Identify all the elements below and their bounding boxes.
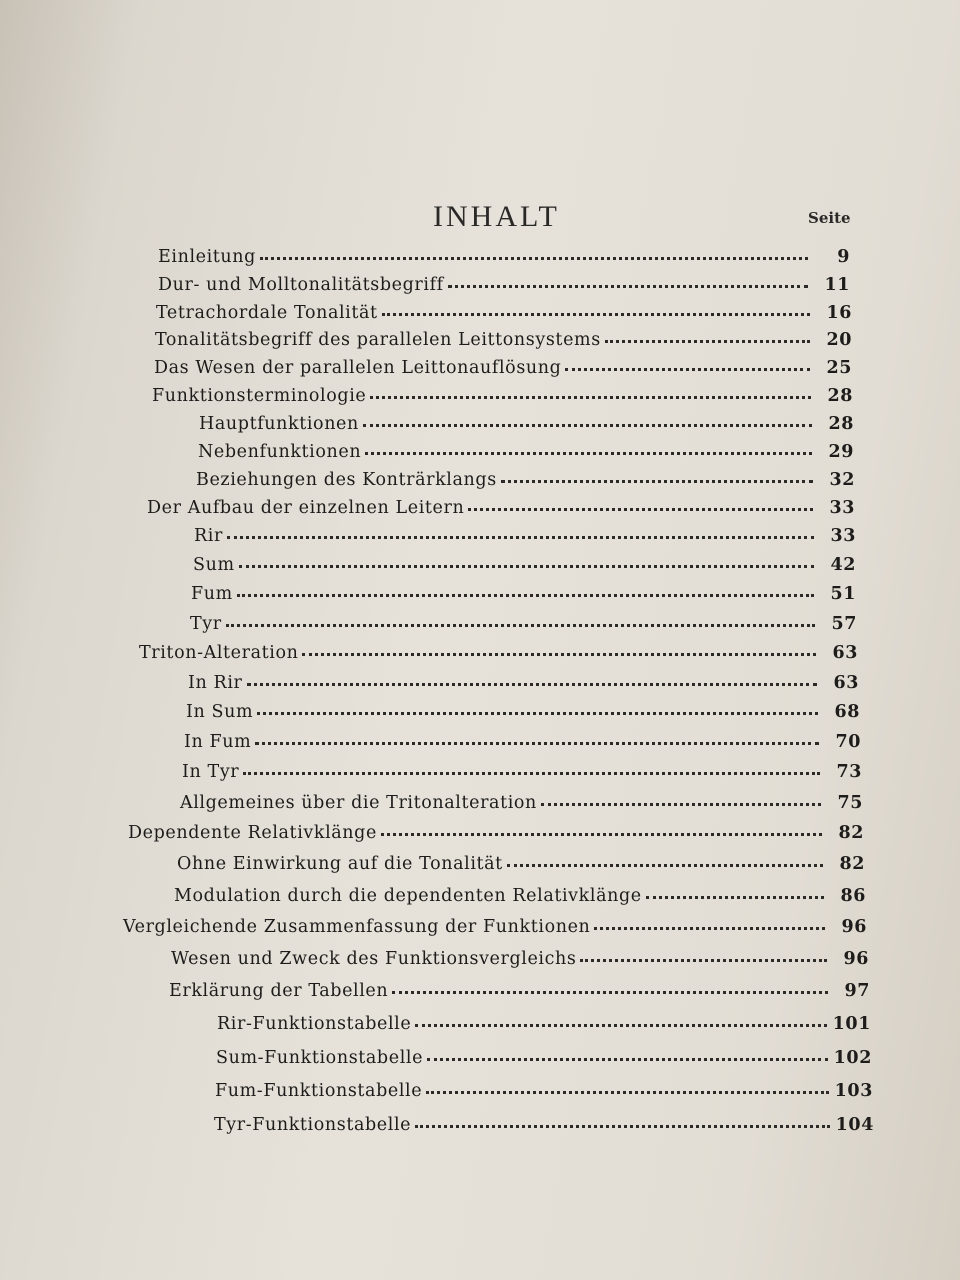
toc-entry-label: Fum [191,584,233,604]
toc-entry-label: Das Wesen der parallelen Leittonauflösung [154,358,562,378]
toc-entry-label: Wesen und Zweck des Funktionsvergleichs [171,949,577,969]
toc-entry-label: In Rir [188,673,243,693]
toc-entry-page-number: 63 [833,673,859,693]
toc-entry-label: Tyr-Funktionstabelle [214,1115,412,1135]
toc-entry [184,732,861,760]
toc-entry [174,886,866,914]
dot-leader [247,679,818,686]
dot-leader [565,364,810,371]
dot-leader [237,590,814,597]
dot-leader [370,392,811,399]
toc-entry [139,643,858,671]
dot-leader [646,892,824,899]
toc-entry-page-number: 104 [835,1115,874,1135]
dot-leader [243,768,820,775]
toc-entry [158,247,850,275]
toc-entry-page-number: 42 [830,555,856,575]
toc-entry-page-number: 9 [837,247,850,267]
toc-entry [186,702,860,730]
toc-entry [154,358,852,386]
toc-entry-page-number: 97 [844,981,870,1001]
toc-entry [188,673,859,701]
toc-entry [171,949,869,977]
toc-entry-page-number: 33 [829,498,855,518]
toc-entry-label: Tyr [190,614,222,634]
toc-entry [199,414,854,442]
toc-entry-label: In Sum [186,702,254,722]
dot-leader [415,1121,830,1128]
dot-leader [257,708,818,715]
dot-leader [468,504,813,511]
toc-entry-page-number: 25 [826,358,852,378]
dot-leader [260,253,808,260]
toc-entry-label: Allgemeines über die Tritonalteration [180,793,537,813]
dot-leader [507,860,823,867]
toc-entry-label: Dependente Relativklänge [128,823,377,843]
toc-entry-label: Vergleichende Zusammenfassung der Funktionen [123,917,591,937]
toc-entry [216,1048,872,1076]
toc-entry-page-number: 32 [829,470,855,490]
dot-leader [605,336,810,343]
toc-entry-label: Beziehungen des Konträrklangs [196,470,497,490]
toc-entry-label: In Tyr [182,762,240,782]
toc-entry-label: Modulation durch die dependenten Relativklänge [174,886,642,906]
dot-leader [382,309,810,316]
dot-leader [363,420,812,427]
toc-entry [190,614,857,642]
toc-entry [215,1081,873,1109]
dot-leader [381,829,822,836]
toc-entry-page-number: 82 [839,854,865,874]
dot-leader [255,738,819,745]
toc-entry [177,854,865,882]
toc-entry-page-number: 103 [834,1081,873,1101]
page-title: INHALT [433,200,560,233]
dot-leader [302,649,816,656]
toc-entry [155,330,852,358]
toc-entry [147,498,855,526]
toc-entry-page-number: 68 [834,702,860,722]
dot-leader [226,620,815,627]
toc-entry-label: Hauptfunktionen [199,414,359,434]
toc-entry [180,793,863,821]
toc-entry [123,917,867,945]
toc-entry [128,823,864,851]
toc-entry-page-number: 11 [824,275,850,295]
toc-entry [198,442,854,470]
toc-entry-page-number: 57 [831,614,857,634]
toc-entry [152,386,853,414]
toc-entry-page-number: 33 [830,526,856,546]
toc-entry-label: Einleitung [158,247,256,267]
dot-leader [426,1087,828,1094]
toc-entry-label: Tetrachordale Tonalität [156,303,378,323]
toc-entry-label: Rir-Funktionstabelle [217,1014,412,1034]
toc-entry-page-number: 70 [835,732,861,752]
toc-entry-page-number: 96 [841,917,867,937]
toc-entry-page-number: 101 [832,1014,871,1034]
toc-entry-label: Sum [193,555,235,575]
dot-leader [365,448,812,455]
toc-entry-page-number: 16 [826,303,852,323]
toc-entry-label: Tonalitätsbegriff des parallelen Leittonsystems [155,330,601,350]
toc-entry-label: Funktionsterminologie [152,386,367,406]
toc-entry-page-number: 75 [837,793,863,813]
toc-entry-page-number: 20 [826,330,852,350]
page-column-label: Seite [808,209,851,227]
toc-entry [214,1115,874,1143]
dot-leader [594,923,825,930]
toc-entry-page-number: 96 [843,949,869,969]
toc-entry-page-number: 29 [828,442,854,462]
toc-entry-page-number: 63 [832,643,858,663]
toc-entry-page-number: 28 [827,386,853,406]
toc-entry-page-number: 28 [828,414,854,434]
toc-entry-label: Nebenfunktionen [198,442,362,462]
toc-entry-label: Erklärung der Tabellen [169,981,389,1001]
dot-leader [227,532,814,539]
toc-entry [169,981,870,1009]
dot-leader [448,281,808,288]
toc-entry-label: Rir [194,526,223,546]
toc-entry [217,1014,871,1042]
dot-leader [415,1020,826,1027]
dot-leader [541,799,821,806]
dot-leader [392,987,828,994]
toc-entry-label: Fum-Funktionstabelle [215,1081,423,1101]
toc-entry [193,555,856,583]
toc-entry-page-number: 102 [833,1048,872,1068]
toc-entry-label: Sum-Funktionstabelle [216,1048,424,1068]
toc-entry [158,275,850,303]
toc-entry-label: In Fum [184,732,252,752]
toc-entry [196,470,855,498]
dot-leader [427,1054,828,1061]
toc-entry [191,584,856,612]
dot-leader [501,476,813,483]
toc-entry-label: Der Aufbau der einzelnen Leitern [147,498,465,518]
toc-entry-page-number: 86 [840,886,866,906]
toc-entry-page-number: 51 [830,584,856,604]
toc-entry-label: Triton-Alteration [139,643,299,663]
dot-leader [580,955,827,962]
toc-entry [194,526,856,554]
toc-entry-label: Dur- und Molltonalitätsbegriff [158,275,444,295]
dot-leader [239,561,814,568]
toc-entry [182,762,862,790]
toc-entry-label: Ohne Einwirkung auf die Tonalität [177,854,503,874]
toc-entry-page-number: 73 [836,762,862,782]
toc-entry [156,303,852,331]
toc-entry-page-number: 82 [838,823,864,843]
